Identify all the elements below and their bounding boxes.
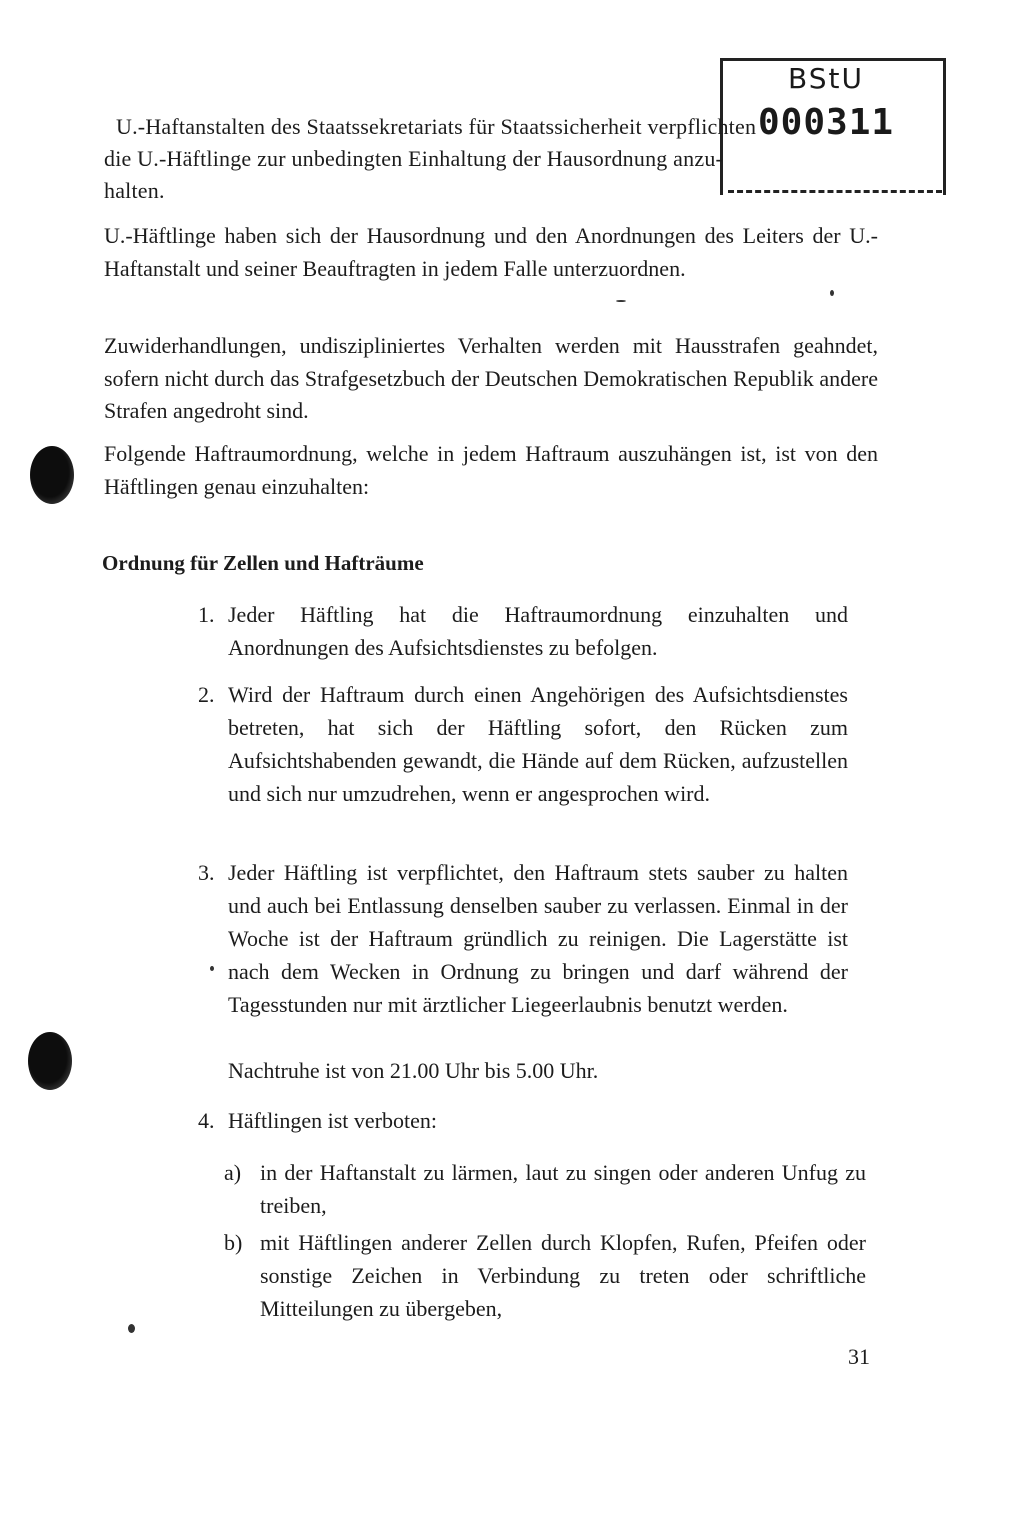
rule-text: Jeder Häftling hat die Haftraumordnung einzuhalten und Anordnungen des Aufsichtsdienstes zu befolgen.: [228, 602, 848, 660]
rule-number: 3.: [198, 860, 215, 885]
rule-number: 2.: [198, 682, 215, 707]
intro-line-1: U.-Haftanstalten des Staatssekretariats für Staatssicherheit verpflichten: [116, 114, 757, 139]
rule-number: 4.: [198, 1108, 215, 1133]
paragraph-haftraumordnung: Folgende Haftraumordnung, welche in jedem Haftraum auszuhängen ist, ist von den Häftlingen genau einzuhalten:: [104, 441, 878, 499]
subitem-letter: b): [224, 1230, 243, 1255]
rule-text: Häftlingen ist verboten:: [228, 1108, 437, 1133]
punch-hole-icon: [28, 1032, 72, 1090]
paragraph-hausordnung: U.-Häftlinge haben sich der Hausordnung und den Anordnungen des Leiters der U.-Haftanstalt und seiner Beauftragten in jedem Falle unterzuordnen.: [104, 223, 878, 281]
intro-line-2: die U.-Häftlinge zur unbedingten Einhaltung der Hausordnung anzu-: [104, 146, 724, 171]
rule-number: 1.: [198, 602, 215, 627]
scan-speck: [210, 966, 214, 971]
subitem-text: mit Häftlingen anderer Zellen durch Klopfen, Rufen, Pfeifen oder sonstige Zeichen in Verbindung zu treten oder schriftliche Mitteilungen zu übergeben,: [260, 1230, 866, 1321]
punch-hole-icon: [30, 446, 74, 504]
intro-line-3: halten.: [104, 178, 165, 203]
section-title: Ordnung für Zellen und Hafträume: [102, 551, 424, 575]
scan-speck: [616, 300, 626, 302]
paragraph-hausstrafen: Zuwiderhandlungen, undiszipliniertes Verhalten werden mit Hausstrafen geahndet, sofern nicht durch das Strafgesetzbuch der Deutschen Demokratischen Republik andere Strafen angedroht sind.: [104, 333, 878, 423]
scan-speck: [830, 290, 834, 296]
rule-text: Wird der Haftraum durch einen Angehörigen des Aufsichtsdienstes betreten, hat sich der Häftling sofort, den Rücken zum Aufsichtshabenden gewandt, die Hände auf dem Rücken, aufzustellen und sich nur umzudrehen, wenn er angesprochen wird.: [228, 682, 848, 806]
archive-stamp-label: BStU: [788, 62, 864, 95]
subitem-letter: a): [224, 1160, 242, 1185]
rule-text: Jeder Häftling ist verpflichtet, den Haftraum stets sauber zu halten und auch bei Entlassung denselben sauber zu verlassen. Einmal in der Woche ist der Haftraum gründlich zu reinigen. Die Lagerstätte ist nach dem Wecken in Ordnung zu bringen und darf während der Tagesstunden nur mit ärztlicher Liegeerlaubnis benutzt werden.: [228, 860, 848, 1017]
rule-extra-text: Nachtruhe ist von 21.00 Uhr bis 5.00 Uhr.: [228, 1058, 599, 1083]
scan-speck: [128, 1324, 135, 1333]
archive-stamp-bottom-edge: [728, 190, 942, 193]
subitem-text: in der Haftanstalt zu lärmen, laut zu singen oder anderen Unfug zu treiben,: [260, 1160, 866, 1218]
page-number: 31: [848, 1344, 870, 1369]
archive-stamp-number: 000311: [758, 102, 895, 143]
